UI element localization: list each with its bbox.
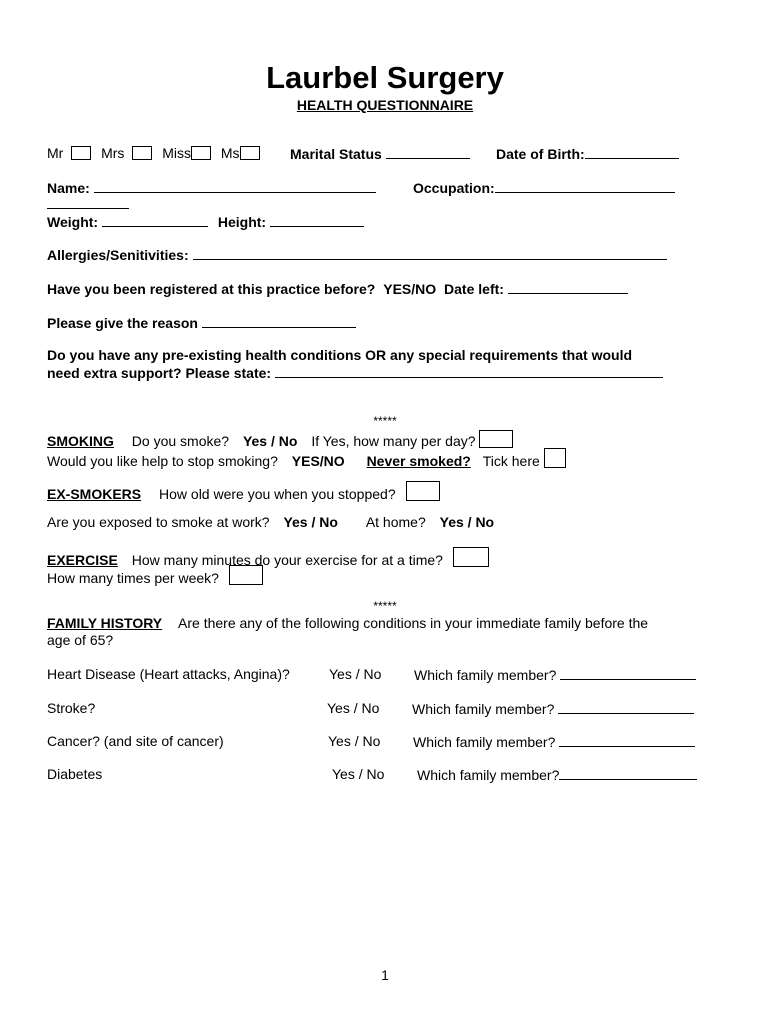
family-condition-label: Diabetes	[47, 766, 103, 782]
registered-question: Have you been registered at this practice before?	[47, 281, 376, 297]
date-left-label: Date left:	[444, 281, 504, 297]
work-exposure-question: Are you exposed to smoke at work?	[47, 514, 270, 530]
mr-checkbox[interactable]	[71, 146, 91, 160]
mr-label: Mr	[47, 145, 64, 161]
family-member-label: Which family member?	[412, 701, 555, 717]
miss-checkbox[interactable]	[191, 146, 211, 160]
conditions-question-line1: Do you have any pre-existing health conditions OR any special requirements that would	[47, 347, 633, 363]
dob-row	[496, 145, 679, 162]
ms-label: Ms	[220, 145, 240, 161]
height-label: Height:	[217, 214, 267, 230]
form-subtitle: HEALTH QUESTIONNAIRE	[296, 97, 474, 113]
height-field[interactable]	[270, 213, 364, 227]
page-title: Laurbel Surgery	[266, 60, 504, 95]
stop-smoking-row	[47, 448, 566, 469]
exercise-minutes-box[interactable]	[453, 547, 489, 567]
marital-status-label: Marital Status	[290, 146, 382, 162]
weight-field[interactable]	[102, 213, 208, 227]
per-day-box[interactable]	[479, 430, 513, 448]
exposure-row	[47, 514, 494, 530]
allergies-label: Allergies/Senitivities:	[47, 247, 189, 263]
family-member-row	[414, 666, 696, 683]
dob-label: Date of Birth:	[496, 146, 585, 162]
title-options-row	[47, 145, 260, 161]
reason-label: Please give the reason	[47, 315, 198, 331]
weight-height-row	[47, 213, 364, 230]
never-smoked-label: Never smoked?	[366, 453, 471, 469]
stopped-age-box[interactable]	[406, 481, 440, 501]
conditions-question-line2: need extra support? Please state:	[47, 365, 272, 381]
reason-row	[47, 314, 356, 331]
exercise-minutes-question: How many minutes do your exercise for at a time?	[131, 552, 443, 568]
registered-yes-no[interactable]: YES/NO	[383, 281, 437, 297]
exercise-frequency-box[interactable]	[229, 565, 263, 585]
ex-smokers-heading: EX-SMOKERS	[47, 486, 142, 502]
registered-row	[47, 280, 628, 297]
family-condition-yes-no[interactable]: Yes / No	[329, 666, 382, 682]
smoking-question: Do you smoke?	[131, 433, 230, 449]
family-member-label: Which family member?	[414, 667, 557, 683]
marital-status-field[interactable]	[386, 145, 470, 159]
ex-smokers-row	[47, 481, 440, 502]
family-member-field[interactable]	[558, 700, 694, 714]
name-row	[47, 179, 376, 196]
exercise-frequency-row	[47, 565, 263, 586]
conditions-field[interactable]	[275, 364, 663, 378]
family-member-row	[413, 733, 695, 750]
family-member-field[interactable]	[559, 766, 697, 780]
per-day-question: If Yes, how many per day?	[311, 433, 476, 449]
section-separator: *****	[373, 414, 397, 428]
family-member-field[interactable]	[560, 666, 696, 680]
occupation-label: Occupation:	[413, 180, 495, 196]
section-separator-2: *****	[373, 599, 397, 613]
ex-smokers-question: How old were you when you stopped?	[159, 486, 396, 502]
stop-smoking-question: Would you like help to stop smoking?	[47, 453, 278, 469]
stop-smoking-yes-no[interactable]: YES/NO	[291, 453, 345, 469]
family-member-field[interactable]	[559, 733, 695, 747]
work-exposure-yes-no[interactable]: Yes / No	[283, 514, 338, 530]
occupation-field-continued[interactable]	[47, 195, 129, 209]
family-member-label: Which family member?	[417, 767, 560, 783]
family-member-row	[412, 700, 694, 717]
family-history-intro: Are there any of the following conditions in your immediate family before the	[178, 615, 649, 631]
exercise-frequency-question: How many times per week?	[47, 570, 219, 586]
family-history-heading: FAMILY HISTORY	[47, 615, 163, 631]
page-number: 1	[381, 967, 389, 983]
family-condition-label: Cancer? (and site of cancer)	[47, 733, 224, 749]
allergies-field[interactable]	[193, 246, 667, 260]
home-exposure-yes-no[interactable]: Yes / No	[439, 514, 495, 530]
family-condition-yes-no[interactable]: Yes / No	[328, 733, 381, 749]
smoking-yes-no[interactable]: Yes / No	[242, 433, 298, 449]
ms-checkbox[interactable]	[240, 146, 260, 160]
allergies-row	[47, 246, 667, 263]
occupation-field[interactable]	[495, 179, 675, 193]
home-exposure-question: At home?	[365, 514, 426, 530]
family-history-intro-line2: age of 65?	[47, 632, 114, 648]
mrs-checkbox[interactable]	[132, 146, 152, 160]
name-field[interactable]	[94, 179, 376, 193]
occupation-row	[413, 179, 675, 196]
mrs-label: Mrs	[101, 145, 125, 161]
never-smoked-checkbox[interactable]	[544, 448, 566, 468]
conditions-row	[47, 364, 663, 381]
smoking-row	[47, 430, 513, 449]
family-condition-yes-no[interactable]: Yes / No	[332, 766, 385, 782]
family-condition-label: Heart Disease (Heart attacks, Angina)?	[47, 666, 290, 682]
tick-here-label: Tick here	[482, 453, 540, 469]
exercise-heading: EXERCISE	[47, 552, 118, 568]
name-label: Name:	[47, 180, 90, 196]
weight-label: Weight:	[47, 214, 99, 230]
marital-status-row	[290, 145, 470, 162]
dob-field[interactable]	[585, 145, 679, 159]
reason-field[interactable]	[202, 314, 356, 328]
family-member-label: Which family member?	[413, 734, 556, 750]
smoking-heading: SMOKING	[47, 433, 114, 449]
family-history-row	[47, 615, 648, 631]
date-left-field[interactable]	[508, 280, 628, 294]
miss-label: Miss	[162, 145, 191, 161]
family-member-row	[417, 766, 697, 783]
family-condition-label: Stroke?	[47, 700, 96, 716]
family-condition-yes-no[interactable]: Yes / No	[327, 700, 380, 716]
